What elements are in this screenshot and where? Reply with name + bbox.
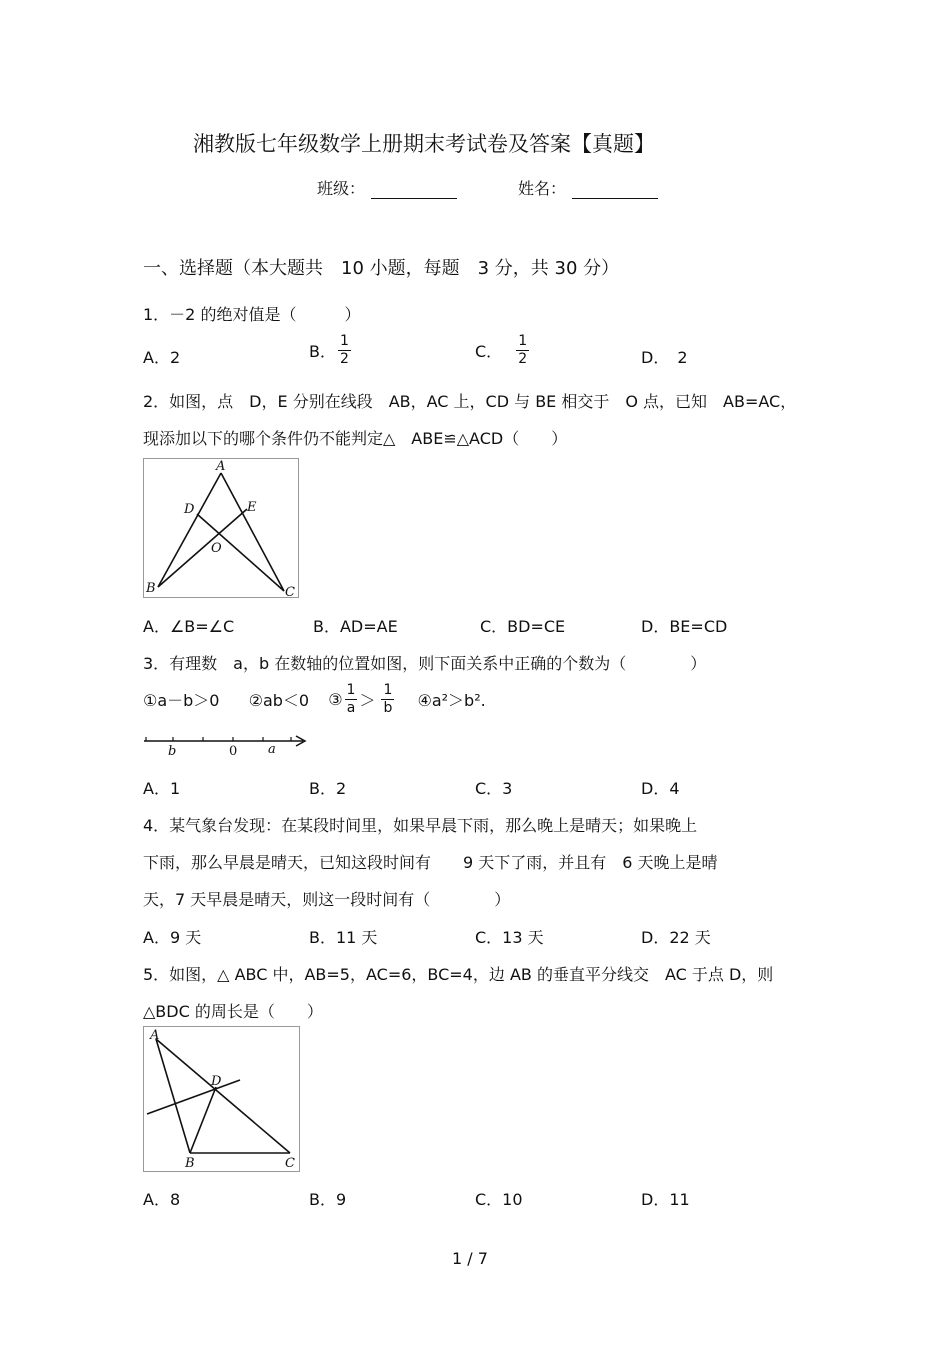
q5-option-b: B．9 [309, 1190, 347, 1209]
q2-line-ab [158, 473, 221, 587]
q4-option-b: B．11 天 [309, 928, 378, 947]
q3-frac-b-den: b [383, 700, 393, 716]
question-5-line-2: △BDC 的周长是（ ） [143, 1002, 323, 1021]
q2-option-b: B．AD=AE [313, 617, 398, 636]
q2-label-b: B [146, 581, 156, 596]
q1-c-num: 1 [518, 333, 528, 349]
q5-label-a: A [150, 1028, 160, 1043]
q3-frac-a [345, 682, 358, 717]
q3-gt: ＞ [359, 691, 376, 710]
q3-option-a: A．1 [143, 779, 181, 798]
q5-line-ab [156, 1039, 190, 1153]
q2-option-d: D．BE=CD [641, 617, 728, 636]
q1-option-a: A．2 [143, 348, 181, 367]
q3-axis-a: a [268, 742, 276, 757]
q3-frac-a-den: a [346, 700, 356, 716]
q3-option-b: B．2 [309, 779, 347, 798]
q3-axis-zero: 0 [229, 744, 238, 759]
q2-option-a: A．∠B=∠C [143, 617, 235, 636]
name-label: 姓名： [518, 179, 567, 198]
question-1: 1．－2 的绝对值是（ ） [143, 305, 361, 324]
q4-option-d: D．22 天 [641, 928, 711, 947]
q1-c-fraction [516, 333, 529, 368]
q1-b-den: 2 [339, 351, 349, 367]
class-label: 班级： [317, 179, 366, 198]
q5-option-d: D．11 [641, 1190, 690, 1209]
question-4-line-3: 天，7 天早晨是晴天，则这一段时间有（ ） [143, 890, 511, 909]
q3-option-c: C．3 [475, 779, 513, 798]
question-4-line-2: 下雨，那么早晨是晴天，已知这段时间有 9 天下了雨，并且有 6 天晚上是晴 [143, 853, 718, 872]
q5-line-ac [156, 1039, 290, 1153]
q3-relation-4: ④a²＞b². [417, 691, 486, 710]
q1-option-d: D． 2 [641, 348, 688, 367]
q4-option-a: A．9 天 [143, 928, 202, 947]
q2-label-d: D [184, 502, 195, 517]
q3-option-d: D．4 [641, 779, 680, 798]
q2-label-o: O [211, 541, 222, 556]
q2-line-ac [221, 473, 284, 591]
q2-label-a: A [216, 459, 226, 474]
q2-label-e: E [247, 500, 257, 515]
question-3: 3．有理数 a，b 在数轴的位置如图，则下面关系中正确的个数为（ ） [143, 654, 707, 673]
section-heading: 一、选择题（本大题共 10 小题，每题 3 分，共 30 分） [143, 258, 620, 279]
q1-c-den: 2 [518, 351, 528, 367]
q5-label-c: C [285, 1156, 295, 1171]
q3-relation-2: ②ab＜0 [248, 691, 310, 710]
class-blank[interactable] [371, 180, 457, 199]
q2-line-be [158, 509, 247, 587]
q5-triangle-figure [143, 1026, 300, 1172]
page-title: 湘教版七年级数学上册期末考试卷及答案【真题】 [193, 132, 655, 156]
q3-number-line [143, 731, 309, 759]
q1-b-prefix: B． [309, 342, 336, 361]
q3-frac-b-num: 1 [383, 682, 393, 698]
q5-option-a: A．8 [143, 1190, 181, 1209]
q3-relations [143, 682, 486, 717]
q2-triangle-figure [143, 458, 299, 598]
name-field [518, 176, 658, 199]
question-5-line-1: 5．如图，△ ABC 中，AB=5，AC=6，BC=4，边 AB 的垂直平分线交 AC 于点 D，则 [143, 965, 774, 984]
class-field [317, 176, 457, 199]
q1-b-num: 1 [339, 333, 349, 349]
q3-relation-3-prefix: ③ [328, 690, 343, 709]
q2-option-c: C．BD=CE [480, 617, 566, 636]
q3-relation-1: ①a－b＞0 [143, 691, 220, 710]
q4-option-c: C．13 天 [475, 928, 544, 947]
q3-frac-a-num: 1 [346, 682, 356, 698]
q1-option-b [309, 333, 353, 368]
page-number: 1 / 7 [452, 1249, 488, 1268]
q1-option-c [475, 333, 531, 368]
question-2-line-2: 现添加以下的哪个条件仍不能判定△ ABE≌△ACD（ ） [143, 429, 568, 448]
q5-perp-bisector [147, 1080, 240, 1114]
q5-label-d: D [211, 1074, 222, 1089]
q3-frac-b [381, 682, 394, 717]
q5-label-b: B [185, 1156, 195, 1171]
q2-label-c: C [285, 585, 295, 598]
q1-c-prefix: C． [475, 342, 503, 361]
name-blank[interactable] [572, 180, 658, 199]
q3-axis-b: b [168, 744, 177, 759]
q1-b-fraction [338, 333, 351, 368]
q5-option-c: C．10 [475, 1190, 523, 1209]
question-4-line-1: 4．某气象台发现：在某段时间里，如果早晨下雨，那么晚上是晴天；如果晚上 [143, 816, 698, 835]
question-2-line-1: 2．如图，点 D，E 分别在线段 AB，AC 上，CD 与 BE 相交于 O 点，已知 AB=AC， [143, 392, 797, 411]
